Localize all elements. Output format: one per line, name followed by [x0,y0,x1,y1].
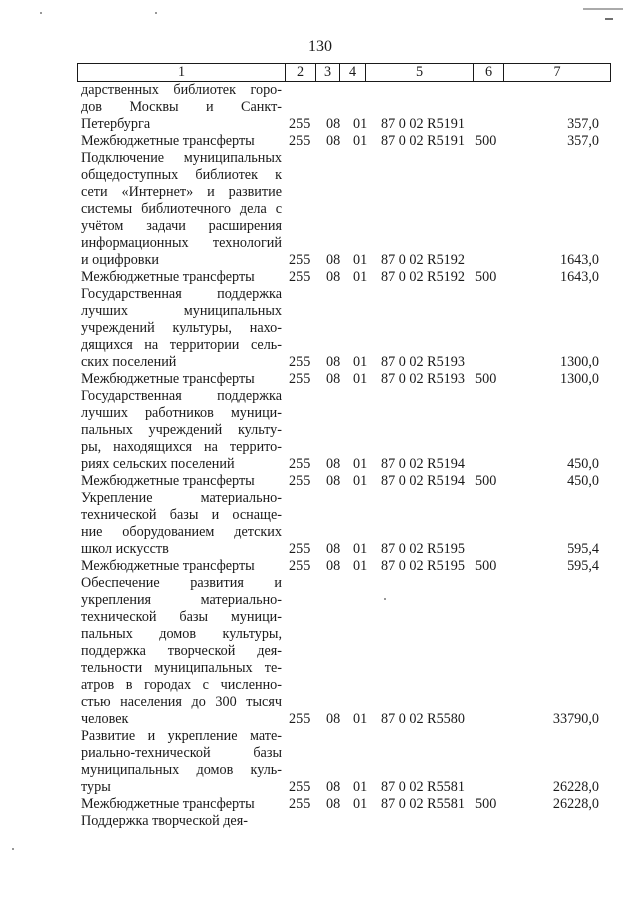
description-line: поддержка творческой дея- [81,643,282,659]
subsection-code: 01 [353,796,368,812]
target-article-code: 87 0 02 R5193 [381,354,465,370]
description-line: стью населения до 300 тысяч [81,694,282,710]
header-col-1: 1 [78,64,286,81]
ministry-code: 255 [289,456,311,472]
section-code: 08 [326,711,341,727]
header-col-3: 3 [316,64,340,81]
table-row [77,371,611,388]
amount: 595,4 [567,541,599,557]
table-row [77,728,611,796]
target-article-code: 87 0 02 R5191 [381,116,465,132]
section-code: 08 [326,269,341,285]
target-article-code: 87 0 02 R5580 [381,711,465,727]
description-line: ских поселений [81,354,177,370]
row-codes [77,711,611,728]
amount: 1643,0 [559,252,599,268]
description-line: общедоступных библиотек к [81,167,282,183]
description-line: информационных технологий [81,235,282,251]
description-line: Государственная поддержка [81,388,282,404]
table-row [77,388,611,473]
section-code: 08 [326,473,341,489]
description-line: Петербурга [81,116,151,132]
target-article-code: 87 0 02 R5192 [381,269,465,285]
description-line: туры [81,779,111,795]
description-line: тельности муниципальных те- [81,660,282,676]
row-codes [77,116,611,133]
table-row [77,558,611,575]
row-codes [77,456,611,473]
header-col-7: 7 [553,64,561,80]
ministry-code: 255 [289,133,311,149]
ministry-code: 255 [289,252,311,268]
description-line: технической базы и оснаще- [81,507,282,523]
description-line: лучших работников муници- [81,405,282,421]
row-codes [77,779,611,796]
description-line: учреждений культуры, нахо- [81,320,282,336]
subsection-code: 01 [353,116,368,132]
subsection-code: 01 [353,541,368,557]
description-line: атров в городах с численно- [81,677,282,693]
amount: 450,0 [567,456,599,472]
table-row [77,150,611,269]
subsection-code: 01 [353,473,368,489]
description-line: дарственных библиотек горо- [81,82,282,98]
description-line: ры, находящихся на террито- [81,439,282,455]
table-row [77,473,611,490]
description-line: Межбюджетные трансферты [81,371,255,387]
row-codes [77,354,611,371]
target-article-code: 87 0 02 R5195 [381,541,465,557]
description-line: Обеспечение развития и [81,575,282,591]
amount: 26228,0 [552,779,599,795]
description-line: риях сельских поселений [81,456,235,472]
ministry-code: 255 [289,354,311,370]
description-line: и оцифровки [81,252,159,268]
amount: 357,0 [567,133,599,149]
row-codes [77,133,611,150]
amount: 1643,0 [559,269,599,285]
subsection-code: 01 [353,252,368,268]
scan-artifact [583,8,623,10]
table-row [77,133,611,150]
ministry-code: 255 [289,779,311,795]
description-line: Межбюджетные трансферты [81,269,255,285]
row-description [81,575,282,728]
section-code: 08 [326,558,341,574]
target-article-code: 87 0 02 R5194 [381,456,465,472]
row-codes [77,371,611,388]
expense-type-code: 500 [475,473,497,489]
ministry-code: 255 [289,269,311,285]
table-row [77,82,611,133]
description-line: школ искусств [81,541,169,557]
ministry-code: 255 [289,796,311,812]
description-line: лучших муниципальных [81,303,282,319]
section-code: 08 [326,541,341,557]
amount: 33790,0 [552,711,599,727]
header-col-4: 4 [340,64,366,81]
expense-type-code: 500 [475,269,497,285]
scan-speck [155,12,157,14]
amount: 1300,0 [559,371,599,387]
table-header [77,63,611,82]
amount: 450,0 [567,473,599,489]
table-row [77,490,611,558]
description-line: дов Москвы и Санкт- [81,99,282,115]
table-row [77,813,611,830]
ministry-code: 255 [289,116,311,132]
scan-speck [40,12,42,14]
description-line: муниципальных домов куль- [81,762,282,778]
ministry-code: 255 [289,371,311,387]
amount: 26228,0 [552,796,599,812]
description-line: ние оборудованием детских [81,524,282,540]
expense-type-code: 500 [475,558,497,574]
description-line: пальных учреждений культу- [81,422,282,438]
description-line: человек [81,711,129,727]
header-col-6: 6 [474,64,504,81]
target-article-code: 87 0 02 R5194 [381,473,465,489]
expense-type-code: 500 [475,796,497,812]
section-code: 08 [326,796,341,812]
row-codes [77,473,611,490]
table-row [77,796,611,813]
section-code: 08 [326,779,341,795]
description-line: пальных домов культуры, [81,626,282,642]
ministry-code: 255 [289,558,311,574]
target-article-code: 87 0 02 R5192 [381,252,465,268]
ministry-code: 255 [289,711,311,727]
description-line: Межбюджетные трансферты [81,558,255,574]
subsection-code: 01 [353,711,368,727]
section-code: 08 [326,371,341,387]
target-article-code: 87 0 02 R5193 [381,371,465,387]
section-code: 08 [326,252,341,268]
scan-speck [12,848,14,850]
ministry-code: 255 [289,473,311,489]
table-row [77,286,611,371]
ministry-code: 255 [289,541,311,557]
budget-table [77,63,611,830]
amount: 595,4 [567,558,599,574]
row-codes [77,558,611,575]
description-line: дящихся на территории сель- [81,337,282,353]
description-line: Развитие и укрепление мате- [81,728,282,744]
table-row [77,575,611,728]
target-article-code: 87 0 02 R5581 [381,796,465,812]
description-line: укрепления материально- [81,592,282,608]
description-line: системы библиотечного дела с [81,201,282,217]
description-line: Межбюджетные трансферты [81,133,255,149]
section-code: 08 [326,354,341,370]
amount: 357,0 [567,116,599,132]
target-article-code: 87 0 02 R5581 [381,779,465,795]
description-line: сети «Интернет» и развитие [81,184,282,200]
description-line: Межбюджетные трансферты [81,473,255,489]
subsection-code: 01 [353,354,368,370]
page-number: 130 [308,38,332,55]
target-article-code: 87 0 02 R5191 [381,133,465,149]
description-line: учётом задачи расширения [81,218,282,234]
subsection-code: 01 [353,269,368,285]
description-line: Государственная поддержка [81,286,282,302]
target-article-code: 87 0 02 R5195 [381,558,465,574]
description-line: Межбюджетные трансферты [81,796,255,812]
header-col-5: 5 [366,64,474,81]
subsection-code: 01 [353,456,368,472]
description-line: технической базы муници- [81,609,282,625]
expense-type-code: 500 [475,133,497,149]
amount: 1300,0 [559,354,599,370]
description-line: риально-технической базы [81,745,282,761]
table-row [77,269,611,286]
description-line: Подключение муниципальных [81,150,282,166]
scan-artifact [605,18,613,20]
row-codes [77,813,611,830]
table-body [77,82,611,830]
description-line: Поддержка творческой дея- [81,813,248,829]
section-code: 08 [326,456,341,472]
row-codes [77,269,611,286]
subsection-code: 01 [353,133,368,149]
row-codes [77,796,611,813]
header-col-2: 2 [286,64,316,81]
row-codes [77,252,611,269]
subsection-code: 01 [353,779,368,795]
row-codes [77,541,611,558]
subsection-code: 01 [353,558,368,574]
section-code: 08 [326,133,341,149]
subsection-code: 01 [353,371,368,387]
description-line: Укрепление материально- [81,490,282,506]
section-code: 08 [326,116,341,132]
expense-type-code: 500 [475,371,497,387]
